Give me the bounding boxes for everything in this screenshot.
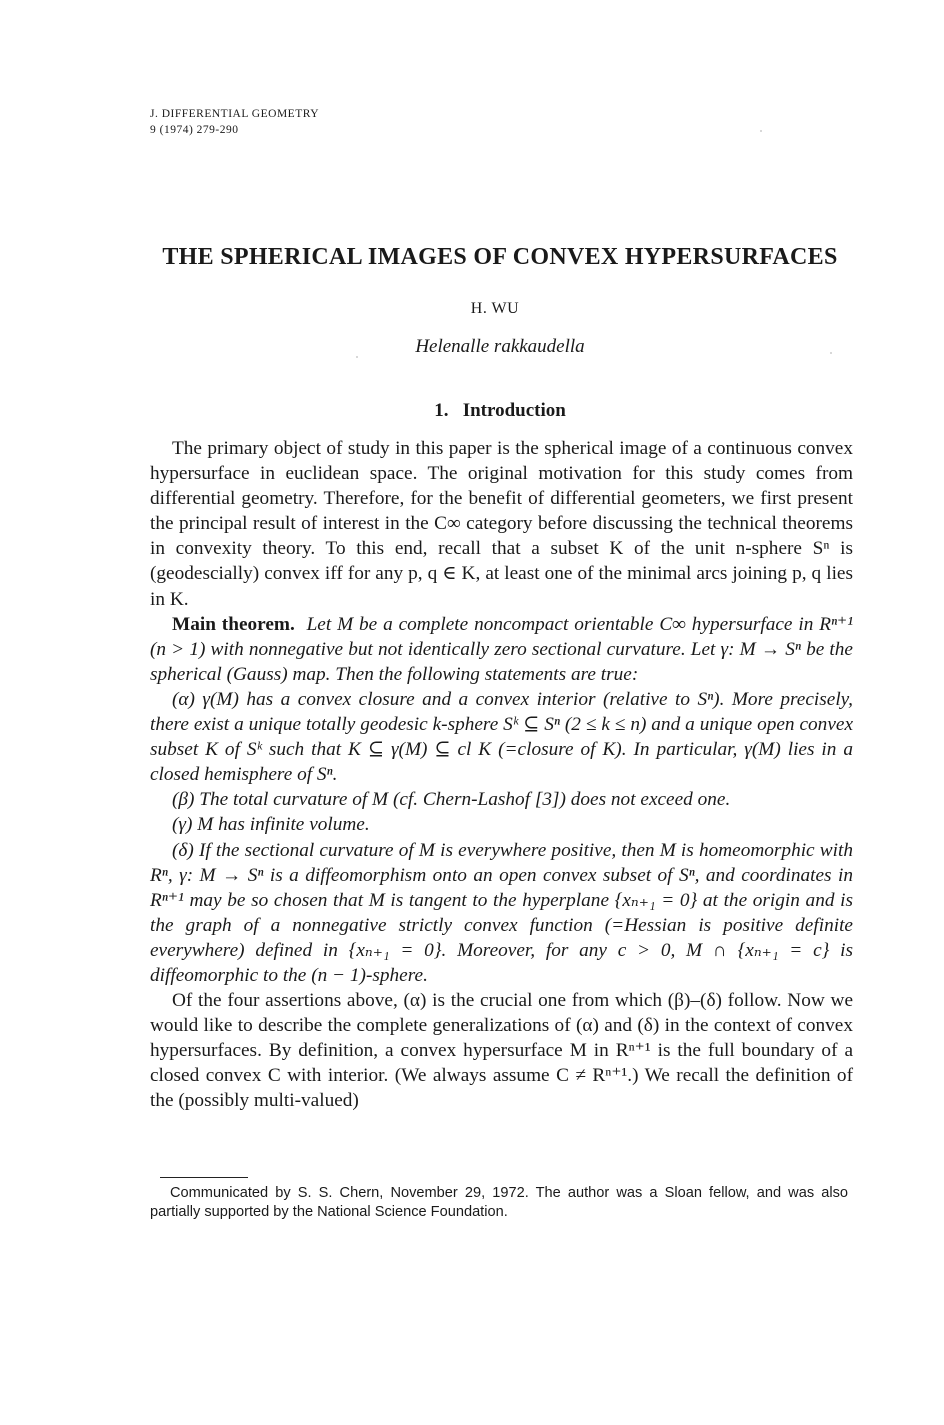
- main-theorem: [150, 612, 853, 687]
- section-number: 1.: [434, 400, 449, 421]
- closing-paragraph: Of the four assertions above, (α) is the crucial one from which (β)–(δ) follow. Now we would like to describe the complete generalizations of (α) and (δ) in the context of convex hypersurfaces. By definition, a convex hypersurface M in Rⁿ⁺¹ is the full boundary of a closed convex C with interior. (We always assume C ≠ Rⁿ⁺¹.) We recall the definition of the (possibly multi-valued): [150, 990, 853, 1112]
- footnote-rule: [160, 1177, 248, 1178]
- paper-title: THE SPHERICAL IMAGES OF CONVEX HYPERSURFACES: [162, 244, 838, 270]
- body-text: [150, 436, 853, 1114]
- assertion-gamma: (γ) M has infinite volume.: [172, 814, 370, 836]
- intro-paragraph: The primary object of study in this paper is the spherical image of a continuous convex hypersurface in euclidean space. The original motivation for this study comes from differential geometry. Therefore, for the benefit of differential geometers, we first present the principal result of interest in the C∞ category before discussing the technical theorems in convexity theory. To this end, recall that a subset K of the unit n-sphere Sⁿ is (geodescially) convex iff for any p, q ∈ K, at least one of the minimal arcs joining p, q lies in K.: [150, 438, 853, 610]
- assertion-delta: (δ) If the sectional curvature of M is everywhere positive, then M is homeomorphic with Rⁿ, γ: M → Sⁿ is a diffeomorphism onto an open convex subset of Sⁿ, and coordinates in Rⁿ⁺¹ may be so chosen that M is tangent to the hyperplane {xₙ₊₁ = 0} at the origin and is the graph of a nonnegative strictly convex function (=Hessian is positive definite everywhere) defined in {xₙ₊₁ = 0}. Moreover, for any c > 0, M ∩ {xₙ₊₁ = c} is diffeomorphic to the (n − 1)-sphere.: [150, 839, 853, 986]
- scan-speck: [830, 352, 832, 354]
- journal-header: [150, 106, 319, 138]
- scan-speck: [356, 356, 358, 358]
- author: H. WU: [470, 300, 520, 317]
- section-title: Introduction: [462, 400, 566, 421]
- assertion-alpha: (α) γ(M) has a convex closure and a convex interior (relative to Sⁿ). More precisely, there exist a unique totally geodesic k-sphere Sᵏ ⊆ Sⁿ (2 ≤ k ≤ n) and a unique open convex subset K of Sᵏ such that K ⊆ γ(M) ⊆ cl K (=closure of K). In particular, γ(M) lies in a closed hemisphere of Sⁿ.: [150, 688, 853, 786]
- scan-speck: [760, 130, 762, 132]
- section-heading: [0, 400, 944, 422]
- journal-name: J. DIFFERENTIAL GEOMETRY: [150, 108, 320, 120]
- main-theorem-statement: Let M be a complete noncompact orientable C∞ hypersurface in Rⁿ⁺¹ (n > 1) with nonnegative but not identically zero sectional curvature. Let γ: M → Sⁿ be the spherical (Gauss) map. Then the following statements are true:: [150, 613, 854, 685]
- footnote: Communicated by S. S. Chern, November 29, 1972. The author was a Sloan fellow, and was also partially supported by the National Science Foundation.: [150, 1185, 848, 1220]
- dedication: Helenalle rakkaudella: [415, 336, 585, 357]
- journal-volume: 9 (1974) 279-290: [150, 124, 239, 136]
- assertion-beta: (β) The total curvature of M (cf. Chern-Lashof [3]) does not exceed one.: [172, 789, 731, 811]
- main-theorem-label: Main theorem.: [172, 613, 295, 635]
